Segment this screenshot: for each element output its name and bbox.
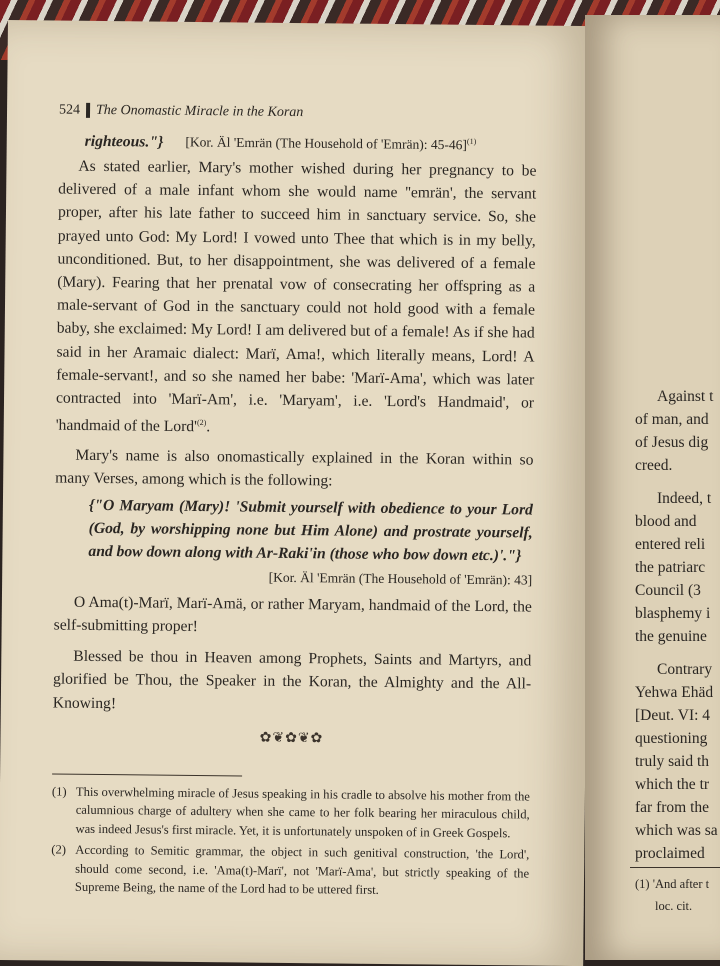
footnote-1-number: (1) bbox=[51, 784, 67, 799]
footnote-rule bbox=[52, 773, 242, 776]
footnote-2 bbox=[51, 841, 530, 902]
page-header bbox=[59, 99, 537, 127]
paragraph-3: O Ama(t)-Marï, Marï-Amä, or rather Maryam, handmaid of the Lord, the self-submitting proper! bbox=[53, 593, 532, 635]
quote-reference-top bbox=[185, 127, 476, 157]
footnote-2-number: (2) bbox=[51, 842, 67, 858]
right-footnote: loc. cit. bbox=[655, 899, 693, 913]
right-line: Indeed, t bbox=[657, 490, 712, 507]
right-line: truly said th bbox=[635, 753, 710, 770]
footnote-2-text: According to Semitic grammar, the object in such genitival construction, 'the Lord', should come second, i.e. 'Ama(t)-Marï', not 'Marï-Ama', but strictly speaking of the Supreme Being, the name of the Lord had to be uttered first. bbox=[74, 843, 530, 898]
right-line: which the tr bbox=[635, 776, 710, 793]
continued-quote-line bbox=[85, 126, 537, 157]
header-bar bbox=[86, 103, 90, 118]
right-footnote-rule bbox=[630, 867, 720, 868]
paragraph-1-text: As stated earlier, Mary's mother wished during her pregnancy to be delivered of a male infant whom she would name ''emrän', the servant proper, after his late father to succeed him in sanctuary service. So, she prayed unto God: My Lord! I vowed unto Thee that which is in my belly, unconditioned. But, to her disappointment, she was delivered of a female (Mary). Fearing that her prenatal vow of consecrating her offspring as a male-servant of God in the sanctuary could not hold good with a female baby, she exclaimed: My Lord! I am delivered but of a female! As if she had said in her Aramaic dialect: Marï, Ama!, which literally means, Lord! A female-servant!, and so she named her babe: 'Marï-Ama', which was later contracted into 'Marï-Am', i.e. 'Maryam', i.e. 'Lord's Handmaid', or 'handmaid of the Lord' bbox=[55, 157, 537, 436]
right-line: far from the bbox=[635, 799, 710, 816]
paragraph-2: Mary's name is also onomastically explained in the Koran within so many Verses, among which is the following: bbox=[55, 446, 534, 490]
paragraph-1 bbox=[56, 154, 537, 442]
right-line: entered reli bbox=[635, 536, 706, 553]
right-line: [Deut. VI: 4 bbox=[635, 707, 711, 724]
page-content bbox=[51, 99, 537, 905]
reference-text: [Kor. Äl 'Emrän (The Household of 'Emrän): 45-46] bbox=[185, 134, 467, 153]
footnote-1 bbox=[51, 782, 530, 843]
right-line: of Jesus dig bbox=[635, 434, 709, 451]
quote-reference: [Kor. Äl 'Emrän (The Household of 'Emrän): 43] bbox=[268, 569, 533, 588]
right-line: of man, and bbox=[635, 411, 709, 428]
footnote-mark-2: (2) bbox=[196, 418, 207, 428]
ornament-divider: ✿❦✿❦✿ bbox=[259, 730, 324, 747]
right-line: Against t bbox=[657, 388, 714, 405]
right-page bbox=[585, 15, 720, 960]
right-footnote: (1) 'And after t bbox=[635, 877, 710, 891]
right-line: creed. bbox=[635, 457, 673, 474]
right-line: the genuine bbox=[635, 628, 707, 645]
paragraph-1-end: . bbox=[206, 418, 211, 436]
right-line: proclaimed bbox=[635, 845, 705, 862]
right-line: Council (3 bbox=[635, 582, 701, 599]
right-line: the patriarc bbox=[635, 559, 706, 576]
right-line: questioning bbox=[635, 730, 708, 747]
footnote-mark-1: (1) bbox=[466, 137, 477, 147]
left-page bbox=[0, 20, 593, 966]
footnote-1-text: This overwhelming miracle of Jesus speaking in his cradle to absolve his mother from the calumnious charge of adultery when she came to her folk bearing her miraculous child, was indeed Jesus's first miracle. Yet, it is unfortunately unspoken of in Greek Gospels. bbox=[75, 784, 530, 841]
paragraph-4: Blessed be thou in Heaven among Prophets, Saints and Martyrs, and glorified be Thou, the Speaker in the Koran, the Almighty and the All-Knowing! bbox=[52, 647, 532, 712]
right-line: which was sa bbox=[635, 822, 718, 839]
running-title: The Onomastic Miracle in the Koran bbox=[95, 102, 304, 121]
quote-text: {"O Maryam (Mary)! 'Submit yourself with obedience to your Lord (God, by worshipping none but Him Alone) and prostrate yourself, and bow down along with Ar-Raki'in (those who bow down etc.)'."} bbox=[88, 496, 533, 565]
right-line: Yehwa Ehäd bbox=[635, 684, 714, 701]
right-line: blasphemy i bbox=[635, 605, 711, 622]
right-line: blood and bbox=[635, 513, 697, 530]
koran-quote bbox=[88, 494, 533, 591]
continued-quote-text: righteous."} bbox=[84, 132, 164, 151]
page-number: 524 bbox=[58, 102, 81, 118]
right-line: Contrary bbox=[657, 661, 713, 678]
